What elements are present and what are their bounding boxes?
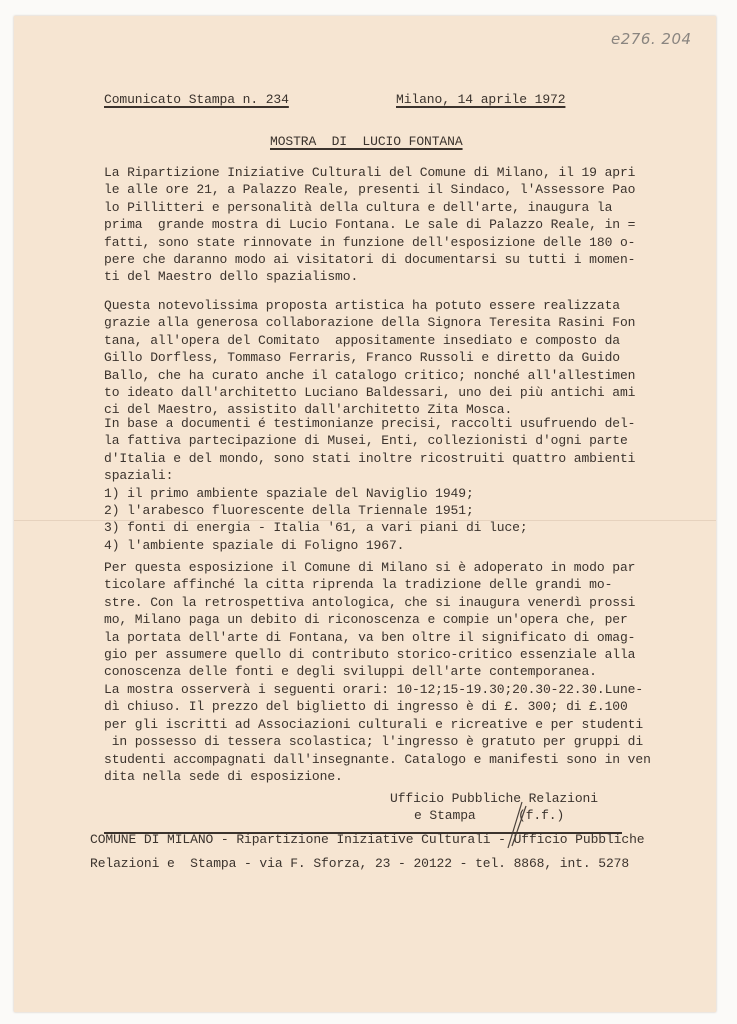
paragraph-1 <box>104 164 635 286</box>
place-date: Milano, 14 aprile 1972 <box>396 92 566 107</box>
text-line: fatti, sono state rinnovate in funzione dell'esposizione delle 180 o- <box>104 234 636 250</box>
text-line: ci del Maestro, assistito dall'architetto Zita Mosca. <box>104 402 513 418</box>
text-line: conoscenza delle fonti e degli sviluppi dell'arte contemporanea. <box>104 664 597 680</box>
signature-office: Ufficio Pubbliche Relazioni <box>390 791 598 806</box>
paragraph-4 <box>104 559 635 681</box>
text-line: tana, all'opera del Comitato appositamente insediato e composto da <box>104 332 620 348</box>
text-line: La mostra osserverà i seguenti orari: 10-12;15-19.30;20.30-22.30.Lune- <box>104 682 644 697</box>
text-line: le alle ore 21, a Palazzo Reale, presenti il Sindaco, l'Assessore Pao <box>104 182 636 198</box>
signature-initials: (f.f.) <box>518 808 565 823</box>
text-line: mo, Milano paga un debito di riconoscenza e compie un'opera che, per <box>104 612 628 628</box>
text-line: La Ripartizione Iniziative Culturali del Comune di Milano, il 19 apri <box>104 165 636 180</box>
text-line: Ballo, che ha curato anche il catalogo critico; nonché all'allestimen <box>104 367 636 383</box>
text-line: dita nella sede di esposizione. <box>104 768 343 784</box>
text-line: d'Italia e del mondo, sono stati inoltre ricostruiti quattro ambienti <box>104 450 636 466</box>
text-line: gio per assumere quello di contributo storico-critico essenziale alla <box>104 646 636 662</box>
text-line: 1) il primo ambiente spaziale del Naviglio 1949; <box>104 485 474 501</box>
text-line: Per questa esposizione il Comune di Milano si è adoperato in modo par <box>104 560 636 575</box>
text-line: stre. Con la retrospettiva antologica, che si inaugura venerdì prossi <box>104 594 636 610</box>
text-line: studenti accompagnati dall'insegnante. Catalogo e manifesti sono in ven <box>104 751 651 767</box>
text-line: per gli iscritti ad Associazioni culturali e ricreative e per studenti <box>104 716 644 732</box>
footer-line-2: Relazioni e Stampa - via F. Sforza, 23 - 20122 - tel. 8868, int. 5278 <box>90 856 630 871</box>
text-line: In base a documenti é testimonianze precisi, raccolti usufruendo del- <box>104 416 636 431</box>
press-release-number: Comunicato Stampa n. 234 <box>104 92 289 107</box>
document-title: MOSTRA DI LUCIO FONTANA <box>270 134 463 149</box>
paragraph-5 <box>104 681 651 785</box>
paragraph-3 <box>104 415 635 554</box>
text-line: grazie alla generosa collaborazione della Signora Teresita Rasini Fon <box>104 315 636 331</box>
text-line: 4) l'ambiente spaziale di Foligno 1967. <box>104 537 405 553</box>
text-line: ti del Maestro dello spazialismo. <box>104 269 359 285</box>
text-line: in possesso di tessera scolastica; l'ingresso è gratuto per gruppi di <box>104 734 644 750</box>
text-line: spaziali: <box>104 468 174 484</box>
text-line: dì chiuso. Il prezzo del biglietto di ingresso è di £. 300; di £.100 <box>104 699 628 715</box>
text-line: Gillo Dorfless, Tommaso Ferraris, Franco Russoli e diretto da Guido <box>104 350 620 366</box>
text-line: Questa notevolissima proposta artistica ha potuto essere realizzata <box>104 298 620 313</box>
text-line: ticolare affinché la citta riprenda la tradizione delle grandi mo- <box>104 577 613 593</box>
signature-stampa: e Stampa <box>414 808 476 823</box>
text-line: 2) l'arabesco fluorescente della Triennale 1951; <box>104 502 474 518</box>
text-line: to ideato dall'architetto Luciano Baldessari, uno dei più antichi ami <box>104 384 636 400</box>
archive-annotation: e276. 204 <box>611 30 692 48</box>
text-line: 3) fonti di energia - Italia '61, a vari piani di luce; <box>104 520 528 536</box>
text-line: pere che daranno modo ai visitatori di documentarsi su tutti i momen- <box>104 251 636 267</box>
text-line: la fattiva partecipazione di Musei, Enti, collezionisti d'ogni parte <box>104 433 628 449</box>
text-line: prima grande mostra di Lucio Fontana. Le sale di Palazzo Reale, in = <box>104 217 636 233</box>
footer-line-1: COMUNE DI MILANO - Ripartizione Iniziative Culturali - Ufficio Pubbliche <box>90 832 645 847</box>
text-line: la portata dell'arte di Fontana, va ben oltre il significato di omag- <box>104 629 636 645</box>
text-line: lo Pillitteri e personalità della cultura e dell'arte, inaugura la <box>104 199 613 215</box>
paragraph-2 <box>104 297 635 419</box>
